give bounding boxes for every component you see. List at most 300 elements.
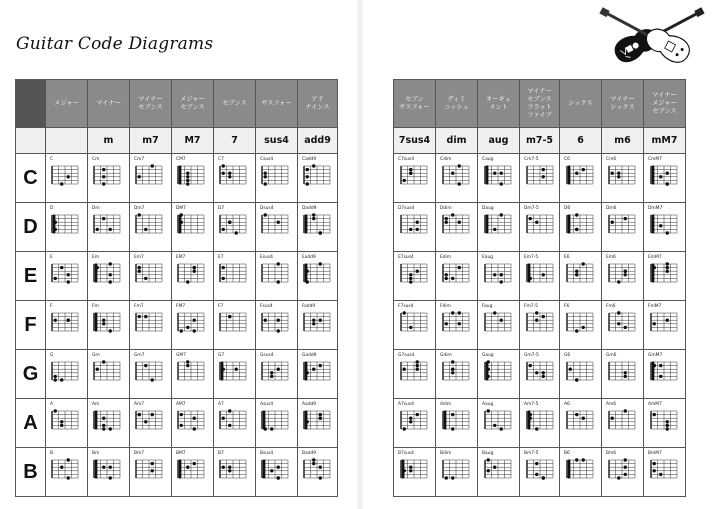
chord-name-label: Gm6 [606,353,617,358]
chord-name-label: A7 [218,402,224,407]
chord-name-label: Em7 [134,255,144,260]
chord-diagram-icon [442,213,470,237]
chord-name-label: Bm7-5 [524,451,539,456]
chord-name-label: Adim [440,402,452,407]
chord-cell [560,301,602,350]
chord-name-label: Gaug [482,353,494,358]
header-corner [16,80,46,128]
chord-cell [130,301,172,350]
chord-cell [46,350,88,399]
chord-cell [172,350,214,399]
chord-name-label: AmM7 [648,402,662,407]
chord-diagram-icon [400,360,428,384]
chord-diagram-icon [566,262,594,286]
chord-diagram-icon [135,360,163,384]
chord-name-label: BmM7 [648,451,662,456]
chord-diagram-icon [219,164,247,188]
chord-cell [644,301,686,350]
chord-name-label: Csus4 [260,157,274,162]
left-page [0,0,358,509]
chord-type-header: メジャー セブンス [172,80,214,128]
chord-cell [560,399,602,448]
chord-cell [256,203,298,252]
chord-diagram-icon [400,311,428,335]
chord-cell [602,399,644,448]
chord-name-label: Em [92,255,100,260]
chord-diagram-icon [93,311,121,335]
chord-diagram-icon [51,262,79,286]
chord-diagram-icon [650,360,678,384]
chord-name-label: Bsus4 [260,451,274,456]
chord-diagram-icon [566,213,594,237]
chord-cell [478,203,520,252]
chord-name-label: Bm7 [134,451,145,456]
chord-name-label: G7 [218,353,225,358]
chord-diagram-icon [303,164,331,188]
chord-cell [520,350,560,399]
chord-name-label: Fsus4 [260,304,273,309]
chord-diagram-icon [400,262,428,286]
chord-name-label: C [50,157,54,162]
chord-cell [214,301,256,350]
chord-name-label: Fm6 [606,304,616,309]
chord-name-label: Gsus4 [260,353,274,358]
chord-cell [298,252,338,301]
chord-diagram-icon [650,458,678,482]
chord-name-label: Em7-5 [524,255,539,260]
chord-name-label: A [50,402,54,407]
chord-diagram-icon [442,262,470,286]
chord-diagram-icon [51,164,79,188]
chord-cell [436,448,478,497]
chord-diagram-icon [303,360,331,384]
chord-diagram-icon [219,311,247,335]
chord-name-label: Baug [482,451,494,456]
chord-row [394,154,686,203]
chord-name-label: E7 [218,255,224,260]
chord-cell [46,448,88,497]
chord-name-label: FM7 [176,304,186,309]
chord-name-label: Aaug [482,402,494,407]
chord-cell [46,203,88,252]
chord-cell [214,154,256,203]
chord-name-label: G6 [564,353,571,358]
chord-row [16,399,338,448]
chord-cell [394,154,436,203]
chord-cell [46,399,88,448]
chord-cell [256,154,298,203]
chord-name-label: F6 [564,304,570,309]
chord-name-label: Esus4 [260,255,273,260]
chord-name-label: D7sus4 [398,206,415,211]
chord-cell [394,350,436,399]
chord-diagram-icon [484,311,512,335]
chord-cell [394,399,436,448]
chord-diagram-icon [261,262,289,286]
chord-suffix-label: m7 [130,128,172,154]
chord-row [394,301,686,350]
chord-diagram-icon [135,409,163,433]
chord-cell [560,203,602,252]
chord-cell [130,203,172,252]
chord-name-label: Eaug [482,255,494,260]
chord-name-label: C7sus4 [398,157,415,162]
chord-suffix-label: M7 [172,128,214,154]
chord-cell [520,301,560,350]
chord-name-label: Cadd9 [302,157,317,162]
chord-diagram-icon [135,458,163,482]
chord-diagram-icon [303,213,331,237]
chord-diagram-icon [650,213,678,237]
chord-diagram-icon [608,164,636,188]
chord-diagram-icon [135,164,163,188]
chord-cell [644,203,686,252]
chord-cell [644,154,686,203]
chord-table-left [15,79,338,497]
chord-diagram-icon [51,458,79,482]
chord-name-label: Cdim [440,157,452,162]
chord-name-label: C7 [218,157,224,162]
chord-cell [256,350,298,399]
chord-cell [394,203,436,252]
chord-diagram-icon [608,311,636,335]
chord-cell [520,448,560,497]
chord-diagram-icon [177,164,205,188]
chord-type-header: マイナー シックス [602,80,644,128]
chord-diagram-icon [261,213,289,237]
chord-name-label: F7 [218,304,224,309]
chord-cell [602,350,644,399]
chord-cell [88,154,130,203]
chord-name-label: Am6 [606,402,617,407]
chord-suffix-label: 7sus4 [394,128,436,154]
chord-cell [298,350,338,399]
chord-cell [602,203,644,252]
chord-name-label: A7sus4 [398,402,414,407]
chord-diagram-icon [51,311,79,335]
chord-name-label: Dm [92,206,100,211]
chord-diagram-icon [526,311,554,335]
chord-diagram-icon [177,262,205,286]
chord-diagram-icon [93,262,121,286]
chord-row [16,301,338,350]
chord-name-label: GM7 [176,353,186,358]
chord-cell [256,301,298,350]
chord-diagram-icon [303,262,331,286]
chord-name-label: Am7-5 [524,402,539,407]
chord-type-header: シックス [560,80,602,128]
chord-diagram-icon [135,262,163,286]
chord-diagram-icon [219,213,247,237]
chord-name-label: CmM7 [648,157,662,162]
chord-cell [478,350,520,399]
chord-diagram-icon [177,213,205,237]
chord-cell [394,448,436,497]
chord-name-label: Ddim [440,206,452,211]
page-title: Guitar Code Diagrams [16,34,214,54]
chord-name-label: Dm7 [134,206,145,211]
chord-row [16,154,338,203]
chord-name-label: Edim [440,255,452,260]
chord-diagram-icon [135,311,163,335]
chord-cell [560,448,602,497]
chord-cell [644,399,686,448]
chord-diagram-icon [93,360,121,384]
chord-diagram-icon [526,213,554,237]
chord-name-label: Bdim [440,451,452,456]
chord-cell [298,301,338,350]
chord-name-label: Cm [92,157,100,162]
chord-name-label: Bm6 [606,451,617,456]
chord-diagram-icon [261,164,289,188]
chord-diagram-icon [526,164,554,188]
chord-cell [130,154,172,203]
chord-diagram-icon [526,409,554,433]
chord-diagram-icon [442,409,470,433]
chord-cell [478,252,520,301]
chord-type-header: ディミ ニッシュ [436,80,478,128]
chord-name-label: AM7 [176,402,186,407]
chord-name-label: BM7 [176,451,186,456]
chord-diagram-icon [650,311,678,335]
chord-name-label: Caug [482,157,494,162]
chord-diagram-icon [484,262,512,286]
chord-cell [88,399,130,448]
root-note-label: G [16,350,46,399]
chord-diagram-icon [566,164,594,188]
chord-name-label: Gm7-5 [524,353,539,358]
chord-name-label: GmM7 [648,353,663,358]
chord-suffix-label: m6 [602,128,644,154]
chord-diagram-icon [261,311,289,335]
chord-cell [214,399,256,448]
chord-type-header: マイナー メジャー セブンス [644,80,686,128]
chord-diagram-icon [93,409,121,433]
chord-name-label: D6 [564,206,571,211]
chord-name-label: D [50,206,54,211]
chord-cell [214,203,256,252]
chord-name-label: G7sus4 [398,353,415,358]
chord-diagram-icon [526,360,554,384]
chord-name-label: Daug [482,206,494,211]
chord-suffix-label: m [88,128,130,154]
chord-diagram-icon [177,458,205,482]
chord-name-label: Am [92,402,100,407]
chord-name-label: Dm6 [606,206,617,211]
chord-name-label: EM7 [176,255,186,260]
chord-diagram-icon [650,409,678,433]
chord-name-label: Faug [482,304,493,309]
chord-diagram-icon [566,360,594,384]
chord-name-label: Fm7-5 [524,304,538,309]
chord-name-label: DM7 [176,206,186,211]
chord-diagram-icon [51,213,79,237]
chord-cell [436,301,478,350]
chord-name-label: C6 [564,157,570,162]
chord-cell [298,448,338,497]
chord-diagram-icon [400,458,428,482]
chord-name-label: Cm7-5 [524,157,539,162]
chord-cell [214,448,256,497]
chord-cell [298,154,338,203]
root-note-label: E [16,252,46,301]
chord-cell [46,301,88,350]
chord-cell [256,448,298,497]
chord-cell [214,252,256,301]
chord-row [16,350,338,399]
chord-table-right [393,79,686,497]
chord-cell [88,203,130,252]
chord-name-label: Badd9 [302,451,317,456]
chord-suffix-label: dim [436,128,478,154]
chord-diagram-icon [566,311,594,335]
chord-diagram-icon [608,213,636,237]
chord-suffix-label: sus4 [256,128,298,154]
root-note-label: C [16,154,46,203]
chord-name-label: D7 [218,206,225,211]
chord-cell [88,301,130,350]
chord-name-label: Cm7 [134,157,145,162]
chord-cell [436,252,478,301]
chord-suffix-label [46,128,88,154]
chord-name-label: Fdim [440,304,451,309]
chord-row [394,399,686,448]
chord-cell [644,350,686,399]
chord-cell [602,301,644,350]
chord-name-label: Asus4 [260,402,274,407]
chord-diagram-icon [484,164,512,188]
suffix-corner [16,128,46,154]
chord-cell [172,399,214,448]
chord-diagram-icon [93,213,121,237]
chord-diagram-icon [303,311,331,335]
chord-cell [644,448,686,497]
chord-name-label: G [50,353,54,358]
chord-cell [172,448,214,497]
chord-cell [256,252,298,301]
chord-diagram-icon [608,360,636,384]
chord-diagram-icon [400,164,428,188]
chord-diagram-icon [219,409,247,433]
chord-diagram-icon [177,360,205,384]
chord-name-label: FmM7 [648,304,662,309]
chord-name-label: Fm7 [134,304,144,309]
chord-name-label: B6 [564,451,570,456]
chord-cell [478,448,520,497]
chord-name-label: Gadd9 [302,353,317,358]
chord-diagram-icon [566,409,594,433]
chord-diagram-icon [608,409,636,433]
chord-name-label: DmM7 [648,206,663,211]
chord-name-label: Gm7 [134,353,145,358]
chord-cell [478,154,520,203]
chord-cell [602,448,644,497]
chord-diagram-icon [442,360,470,384]
chord-diagram-icon [650,164,678,188]
chord-diagram-icon [219,458,247,482]
chord-name-label: Eadd9 [302,255,316,260]
chord-suffix-label: mM7 [644,128,686,154]
chord-name-label: Bm [92,451,100,456]
chord-name-label: Gm [92,353,100,358]
chord-diagram-icon [93,458,121,482]
chord-cell [436,203,478,252]
chord-cell [130,252,172,301]
chord-diagram-icon [484,409,512,433]
chord-cell [436,350,478,399]
chord-diagram-icon [526,262,554,286]
chord-cell [560,350,602,399]
chord-cell [602,252,644,301]
chord-diagram-icon [303,458,331,482]
chord-row [394,448,686,497]
chord-diagram-icon [261,409,289,433]
chord-name-label: Am7 [134,402,145,407]
chord-diagram-icon [484,213,512,237]
chord-cell [394,252,436,301]
chord-type-header: アド ナインス [298,80,338,128]
chord-cell [172,301,214,350]
chord-suffix-label: add9 [298,128,338,154]
chord-cell [520,252,560,301]
chord-cell [298,399,338,448]
chord-name-label: Fadd9 [302,304,316,309]
crossed-guitars-illustration [594,6,710,70]
chord-cell [172,203,214,252]
chord-row [16,252,338,301]
chord-diagram-icon [261,360,289,384]
chord-name-label: Em6 [606,255,616,260]
chord-diagram-icon [608,262,636,286]
root-note-label: A [16,399,46,448]
chord-diagram-icon [219,360,247,384]
chord-diagram-icon [261,458,289,482]
chord-type-header: セブンス [214,80,256,128]
root-note-label: B [16,448,46,497]
chord-name-label: EmM7 [648,255,662,260]
chord-cell [130,399,172,448]
chord-cell [644,252,686,301]
chord-name-label: Aadd9 [302,402,317,407]
chord-cell [298,203,338,252]
chord-cell [88,448,130,497]
chord-cell [520,203,560,252]
root-note-label: F [16,301,46,350]
chord-type-header: オーギュ メント [478,80,520,128]
root-note-label: D [16,203,46,252]
chord-diagram-icon [177,409,205,433]
chord-cell [560,154,602,203]
chord-diagram-icon [650,262,678,286]
chord-diagram-icon [400,213,428,237]
chord-row [16,448,338,497]
chord-name-label: Dadd9 [302,206,317,211]
chord-name-label: B7sus4 [398,451,414,456]
chord-cell [172,252,214,301]
chord-name-label: Gdim [440,353,452,358]
chord-row [394,350,686,399]
right-page [362,0,720,509]
chord-name-label: A6 [564,402,570,407]
chord-diagram-icon [135,213,163,237]
chord-cell [560,252,602,301]
chord-cell [478,399,520,448]
chord-name-label: Cm6 [606,157,617,162]
chord-cell [520,154,560,203]
chord-diagram-icon [442,458,470,482]
chord-cell [256,399,298,448]
chord-diagram-icon [51,360,79,384]
